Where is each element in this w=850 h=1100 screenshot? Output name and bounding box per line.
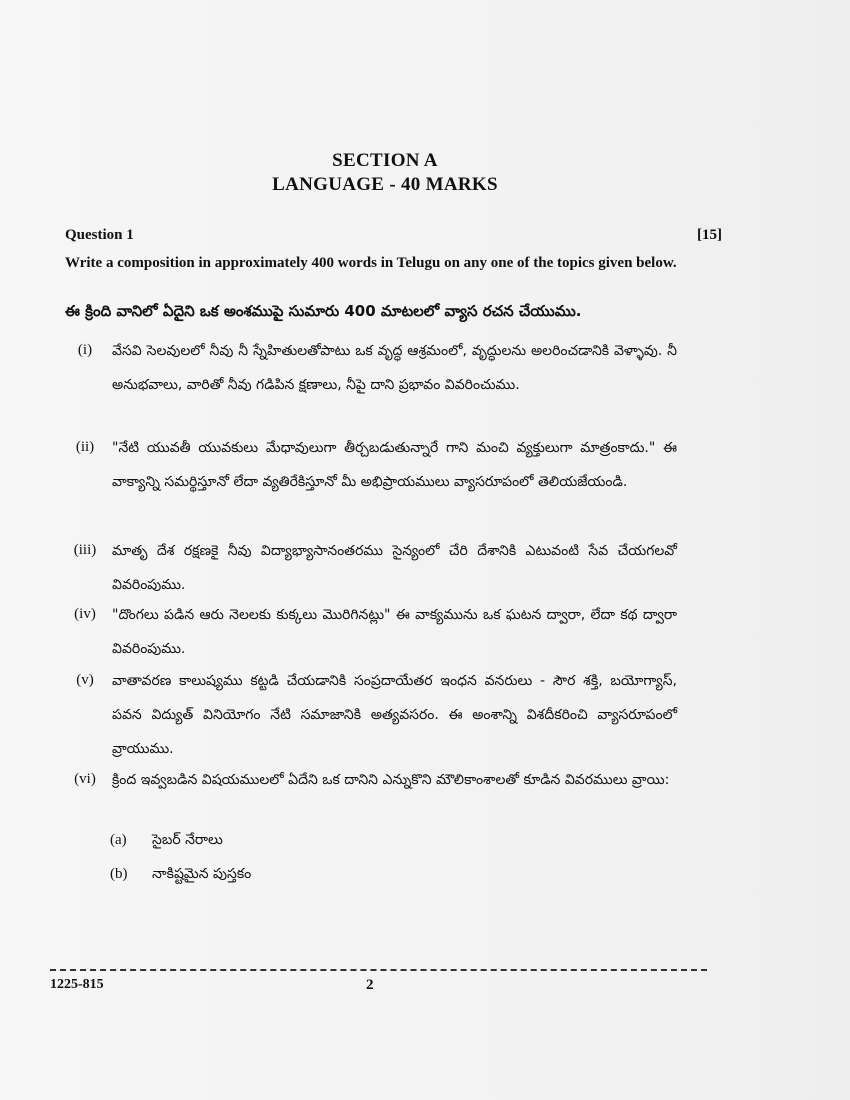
question-marks: [15] (697, 227, 722, 243)
topic-number: (iii) (73, 542, 97, 558)
question-label: Question 1 (65, 227, 134, 243)
topic-number: (i) (77, 342, 93, 358)
footer-divider (50, 969, 707, 971)
telugu-instruction: ఈ క్రింది వానిలో ఏదైని ఒక అంశముపై సుమారు 400 మాటలలో వ్యాస రచన చేయుము. (65, 302, 582, 320)
section-subtitle: LANGUAGE - 40 MARKS (272, 174, 498, 195)
page-number: 2 (366, 977, 374, 993)
section-title: SECTION A (332, 150, 438, 171)
topic-text: "నేటి యువతీ యువకులు మేధావులుగా తీర్చబడుతున్నారే గాని మంచి వ్యక్తులుగా మాత్రంకాదు." ఈ వాక్యాన్ని సమర్థిస్తూనో లేదా వ్యతిరేకిస్తూనో మీ అభిప్రాయములు వ్యాసరూపంలో తెలియజేయండి. (112, 440, 677, 490)
topic-text: "దొంగలు పడిన ఆరు నెలలకు కుక్కలు మొరిగినట్లు" ఈ వాక్యమును ఒక ఘటన ద్వారా, లేదా కథ ద్వారా వివరింపుము. (112, 607, 677, 657)
subtopic-label: (a) (110, 832, 127, 848)
subtopic-text: నాకిష్టమైన పుస్తకం (152, 866, 252, 882)
paper-code: 1225-815 (50, 977, 104, 992)
subtopic-label: (b) (110, 866, 128, 882)
topic-text: మాతృ దేశ రక్షణకై నీవు విద్యాభ్యాసానంతరము సైన్యంలో చేరి దేశానికి ఎటువంటి సేవ చేయగలవో వివరింపుము. (112, 543, 677, 593)
topic-number: (iv) (74, 606, 96, 622)
topic-number: (ii) (75, 439, 95, 455)
topic-number: (v) (76, 672, 94, 688)
topic-text: వాతావరణ కాలుష్యము కట్టడి చేయడానికి సంప్రదాయేతర ఇంధన వనరులు - సౌర శక్తి, బయోగ్యాస్, పవన విద్యుత్ వినియోగం నేటి సమాజానికి అత్యవసరం. ఈ అంశాన్ని విశదీకరించి వ్యాసరూపంలో వ్రాయుము. (112, 673, 677, 757)
english-instruction: Write a composition in approximately 400 words in Telugu on any one of the topics given below. (65, 255, 677, 271)
subtopic-text: సైబర్ నేరాలు (152, 832, 223, 848)
topic-text: క్రింద ఇవ్వబడిన విషయములలో ఏదేని ఒక దానిని ఎన్నుకొని మౌలికాంశాలతో కూడిన వివరములు వ్రాయి: (112, 772, 670, 788)
topic-number: (vi) (74, 771, 96, 787)
topic-text: వేసవి సెలవులలో నీవు నీ స్నేహితులతోపాటు ఒక వృద్ధ ఆశ్రమంలో, వృద్ధులను అలరించడానికి వెళ్ళావు. నీ అనుభవాలు, వారితో నీవు గడిపిన క్షణాలు, నీపై దాని ప్రభావం వివరించుము. (112, 343, 677, 393)
